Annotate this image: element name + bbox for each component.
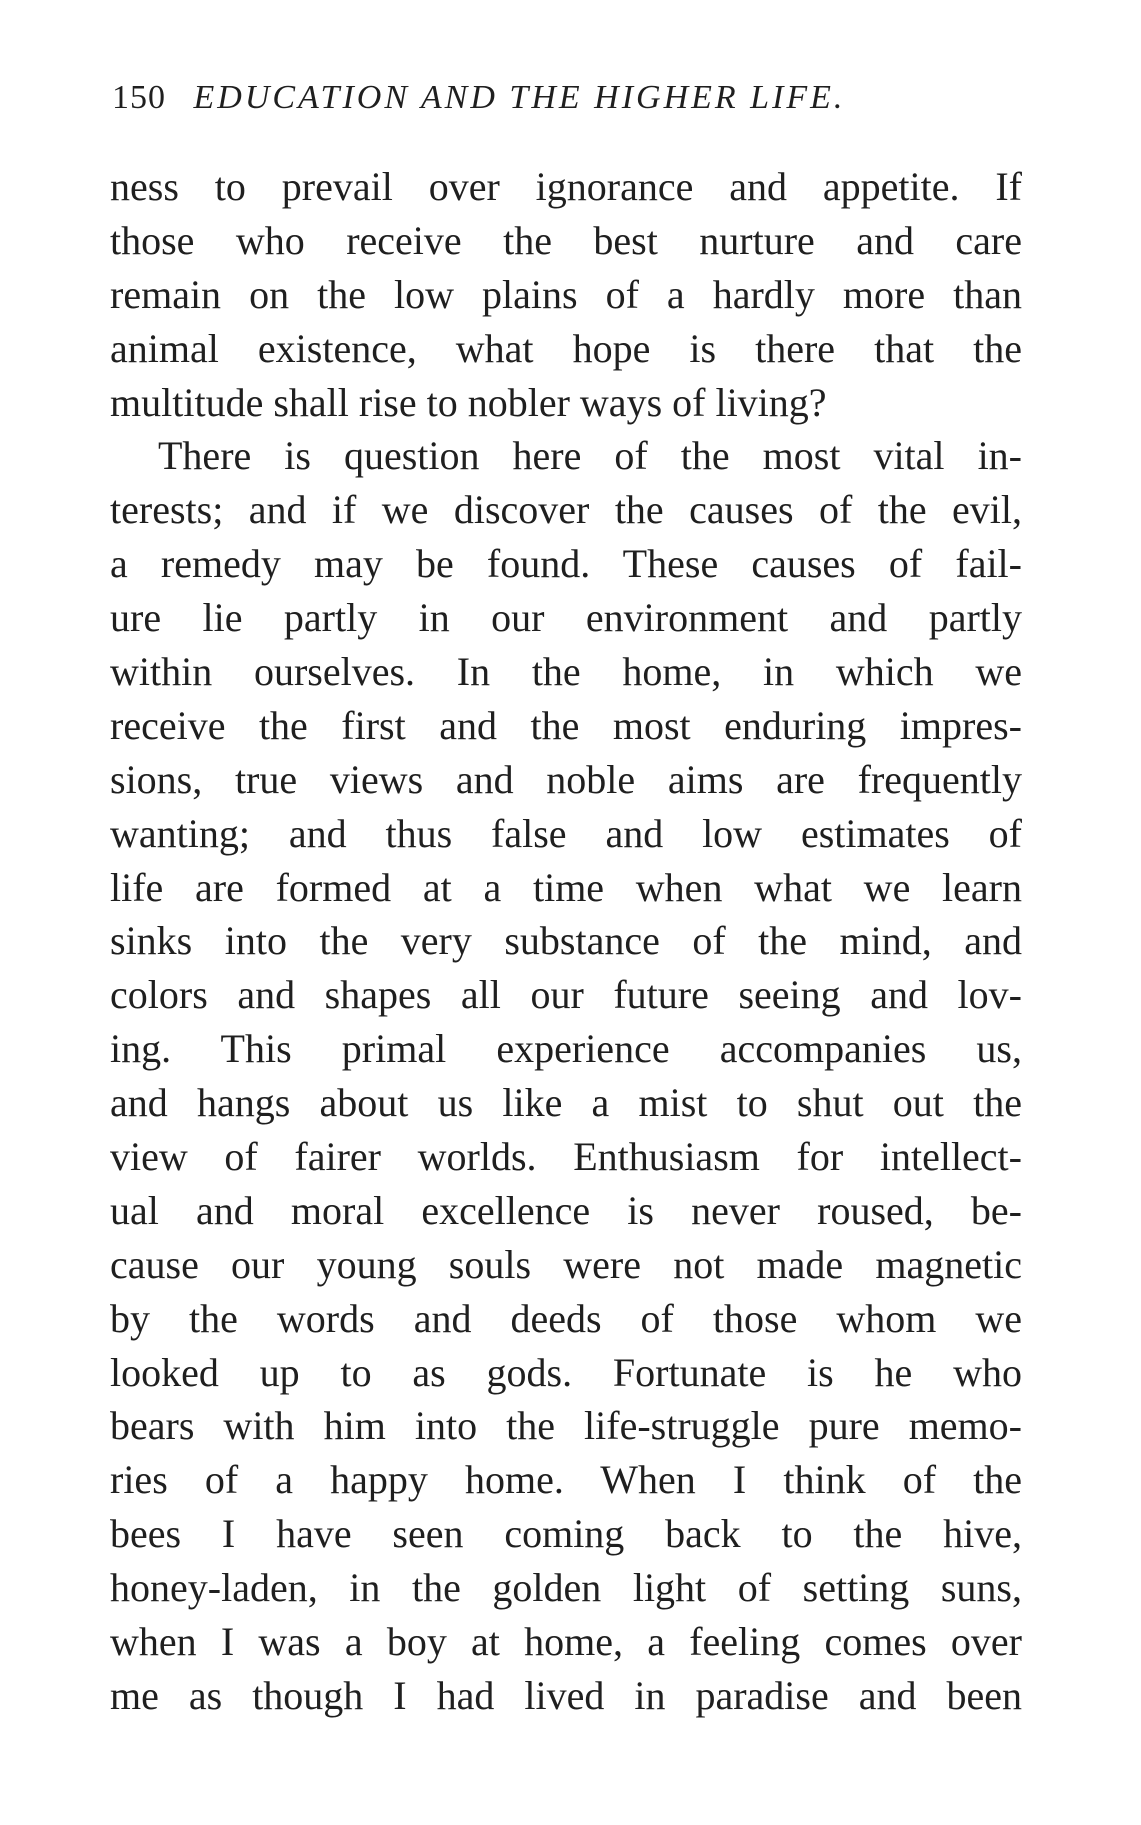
- text-line: a remedy may be found. These causes of fail-: [110, 541, 1022, 587]
- text-line: when I was a boy at home, a feeling comes over: [110, 1619, 1022, 1665]
- text-line: cause our young souls were not made magnetic: [110, 1241, 1022, 1287]
- text-line: animal existence, what hope is there that the: [110, 325, 1022, 371]
- text-line: ing. This primal experience accompanies us,: [110, 1026, 1022, 1072]
- text-line: colors and shapes all our future seeing and lov-: [110, 972, 1022, 1018]
- text-line: within ourselves. In the home, in which we: [110, 649, 1022, 695]
- page-number: 150: [112, 79, 166, 116]
- text-line: and hangs about us like a mist to shut out the: [110, 1080, 1022, 1126]
- text-line: ure lie partly in our environment and partly: [110, 595, 1022, 641]
- text-line: sinks into the very substance of the mind, and: [110, 918, 1022, 964]
- text-line: ries of a happy home. When I think of the: [110, 1457, 1022, 1503]
- body-text: [110, 160, 1022, 1723]
- text-line: terests; and if we discover the causes of the evil,: [110, 487, 1022, 533]
- text-line: ness to prevail over ignorance and appetite. If: [110, 164, 1022, 209]
- text-line: sions, true views and noble aims are frequently: [110, 756, 1022, 802]
- text-line: receive the first and the most enduring impres-: [110, 702, 1022, 748]
- text-line: life are formed at a time when what we learn: [110, 864, 1022, 910]
- running-title: EDUCATION AND THE HIGHER LIFE.: [193, 79, 846, 116]
- text-line: those who receive the best nurture and care: [110, 217, 1022, 263]
- text-line: view of fairer worlds. Enthusiasm for intellect-: [110, 1134, 1022, 1180]
- text-line: wanting; and thus false and low estimates of: [110, 810, 1022, 856]
- page-header: [112, 76, 972, 120]
- text-line: bees I have seen coming back to the hive,: [110, 1511, 1022, 1557]
- text-line: looked up to as gods. Fortunate is he who: [110, 1349, 1022, 1395]
- text-line: ual and moral excellence is never roused, be-: [110, 1187, 1022, 1233]
- text-line: bears with him into the life-struggle pure memo-: [110, 1403, 1022, 1449]
- text-line: remain on the low plains of a hardly more than: [110, 271, 1022, 317]
- text-line: multitude shall rise to nobler ways of living?: [110, 379, 827, 425]
- paragraph-first-line: There is question here of the most vital in-: [158, 433, 1022, 479]
- text-line: me as though I had lived in paradise and been: [110, 1672, 1022, 1718]
- text-line: by the words and deeds of those whom we: [110, 1295, 1022, 1341]
- text-line: honey-laden, in the golden light of setting suns,: [110, 1565, 1022, 1611]
